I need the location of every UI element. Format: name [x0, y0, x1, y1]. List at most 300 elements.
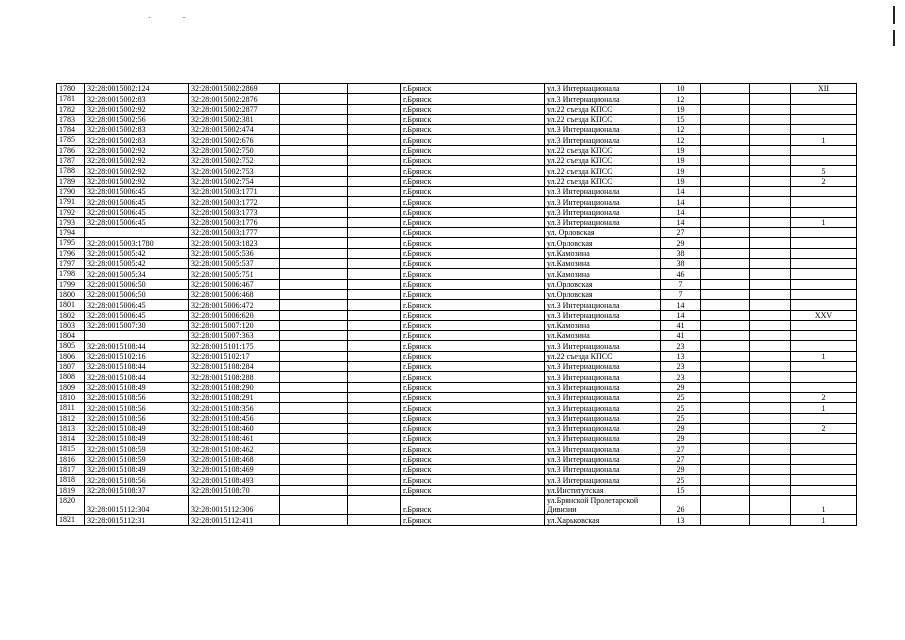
street-cell: ул.Брянской Пролетарской Дивизии: [545, 495, 661, 515]
house-number-cell: 29: [661, 238, 701, 248]
table-row: [57, 114, 857, 124]
table-row: [57, 362, 857, 372]
empty-cell: [280, 495, 348, 515]
house-number-cell: 27: [661, 228, 701, 238]
street-cell: ул.22 съезда КПСС: [545, 351, 661, 361]
house-number-cell: 27: [661, 454, 701, 464]
empty-cell: [701, 176, 750, 186]
city-cell: г.Брянск: [401, 156, 545, 166]
city-cell: г.Брянск: [401, 341, 545, 351]
table-row: [57, 125, 857, 135]
cadastral-block-cell: 32:28:0015006:50: [85, 279, 189, 289]
building-letter-cell: 1: [791, 495, 857, 515]
building-letter-cell: [791, 248, 857, 258]
empty-cell: [701, 454, 750, 464]
cadastral-number-cell: 32:28:0015108:460: [189, 423, 280, 433]
empty-cell: [348, 331, 401, 341]
cadastral-number-cell: 32:28:0015003:1771: [189, 186, 280, 196]
table-row: [57, 259, 857, 269]
table-row: [57, 186, 857, 196]
empty-cell: [750, 125, 791, 135]
cadastral-block-cell: 32:28:0015006:45: [85, 207, 189, 217]
house-number-cell: 41: [661, 331, 701, 341]
empty-cell: [701, 372, 750, 382]
cadastral-number-cell: 32:28:0015112:411: [189, 515, 280, 525]
house-number-cell: 14: [661, 217, 701, 227]
empty-cell: [701, 495, 750, 515]
empty-cell: [750, 454, 791, 464]
row-number-cell: 1783: [57, 114, 85, 124]
city-cell: г.Брянск: [401, 300, 545, 310]
empty-cell: [701, 84, 750, 94]
empty-cell: [701, 248, 750, 258]
table-row: [57, 207, 857, 217]
cadastral-block-cell: 32:28:0015112:304: [85, 495, 189, 515]
cadastral-block-cell: 32:28:0015005:42: [85, 248, 189, 258]
city-cell: г.Брянск: [401, 238, 545, 248]
row-number-cell: 1784: [57, 125, 85, 135]
table-row: [57, 310, 857, 320]
empty-cell: [750, 156, 791, 166]
street-cell: ул.22 съезда КПСС: [545, 176, 661, 186]
city-cell: г.Брянск: [401, 166, 545, 176]
cadastral-block-cell: 32:28:0015002:83: [85, 135, 189, 145]
row-number-cell: 1812: [57, 413, 85, 423]
empty-cell: [348, 186, 401, 196]
empty-cell: [701, 289, 750, 299]
row-number-cell: 1798: [57, 269, 85, 279]
city-cell: г.Брянск: [401, 413, 545, 423]
cadastral-number-cell: 32:28:0015112:306: [189, 495, 280, 515]
cadastral-number-cell: 32:28:0015002:2876: [189, 94, 280, 104]
street-cell: ул.3 Интернационала: [545, 94, 661, 104]
empty-cell: [750, 197, 791, 207]
street-cell: ул.Институтская: [545, 485, 661, 495]
table-row: [57, 372, 857, 382]
empty-cell: [701, 515, 750, 525]
row-number-cell: 1800: [57, 289, 85, 299]
empty-cell: [348, 475, 401, 485]
city-cell: г.Брянск: [401, 320, 545, 330]
empty-cell: [750, 310, 791, 320]
street-cell: ул.3 Интернационала: [545, 372, 661, 382]
empty-cell: [280, 228, 348, 238]
house-number-cell: 29: [661, 382, 701, 392]
table-row: [57, 331, 857, 341]
cadastral-block-cell: 32:28:0015108:56: [85, 475, 189, 485]
street-cell: ул.22 съезда КПСС: [545, 145, 661, 155]
building-letter-cell: [791, 320, 857, 330]
street-cell: ул.3 Интернационала: [545, 125, 661, 135]
city-cell: г.Брянск: [401, 228, 545, 238]
empty-cell: [280, 248, 348, 258]
cadastral-block-cell: 32:28:0015006:45: [85, 300, 189, 310]
house-number-cell: 26: [661, 495, 701, 515]
table-row: [57, 84, 857, 94]
row-number-cell: 1797: [57, 259, 85, 269]
empty-cell: [701, 423, 750, 433]
empty-cell: [750, 495, 791, 515]
table-row: [57, 228, 857, 238]
empty-cell: [750, 289, 791, 299]
building-letter-cell: 1: [791, 135, 857, 145]
table-row: [57, 382, 857, 392]
house-number-cell: 46: [661, 269, 701, 279]
empty-cell: [280, 217, 348, 227]
scan-dot: [182, 17, 186, 18]
empty-cell: [348, 228, 401, 238]
empty-cell: [750, 413, 791, 423]
row-number-cell: 1814: [57, 434, 85, 444]
empty-cell: [280, 94, 348, 104]
cadastral-number-cell: 32:28:0015102:17: [189, 351, 280, 361]
empty-cell: [348, 259, 401, 269]
empty-cell: [280, 197, 348, 207]
city-cell: г.Брянск: [401, 310, 545, 320]
table-row: [57, 475, 857, 485]
row-number-cell: 1815: [57, 444, 85, 454]
city-cell: г.Брянск: [401, 423, 545, 433]
row-number-cell: 1820: [57, 495, 85, 515]
cadastral-number-cell: 32:28:0015002:2877: [189, 104, 280, 114]
building-letter-cell: 2: [791, 423, 857, 433]
table-row: [57, 217, 857, 227]
empty-cell: [701, 279, 750, 289]
empty-cell: [280, 269, 348, 279]
empty-cell: [348, 485, 401, 495]
empty-cell: [348, 392, 401, 402]
empty-cell: [280, 434, 348, 444]
city-cell: г.Брянск: [401, 269, 545, 279]
row-number-cell: 1816: [57, 454, 85, 464]
cadastral-block-cell: 32:28:0015002:83: [85, 94, 189, 104]
empty-cell: [348, 372, 401, 382]
empty-cell: [750, 217, 791, 227]
city-cell: г.Брянск: [401, 279, 545, 289]
empty-cell: [348, 197, 401, 207]
house-number-cell: 13: [661, 515, 701, 525]
city-cell: г.Брянск: [401, 392, 545, 402]
table-row: [57, 300, 857, 310]
empty-cell: [280, 515, 348, 525]
row-number-cell: 1791: [57, 197, 85, 207]
cadastral-block-cell: 32:28:0015005:42: [85, 259, 189, 269]
cadastral-number-cell: 32:28:0015006:468: [189, 289, 280, 299]
cadastral-number-cell: 32:28:0015002:750: [189, 145, 280, 155]
row-number-cell: 1781: [57, 94, 85, 104]
empty-cell: [750, 166, 791, 176]
cadastral-number-cell: 32:28:0015002:2869: [189, 84, 280, 94]
cadastral-block-cell: 32:28:0015006:45: [85, 186, 189, 196]
empty-cell: [280, 372, 348, 382]
table-row: [57, 166, 857, 176]
table-row: [57, 515, 857, 525]
empty-cell: [348, 94, 401, 104]
building-letter-cell: 1: [791, 217, 857, 227]
street-cell: ул.3 Интернационала: [545, 382, 661, 392]
cadastral-number-cell: 32:28:0015005:536: [189, 248, 280, 258]
empty-cell: [348, 300, 401, 310]
building-letter-cell: [791, 434, 857, 444]
empty-cell: [348, 176, 401, 186]
empty-cell: [750, 434, 791, 444]
empty-cell: [701, 238, 750, 248]
building-letter-cell: [791, 125, 857, 135]
row-number-cell: 1790: [57, 186, 85, 196]
empty-cell: [348, 145, 401, 155]
row-number-cell: 1795: [57, 238, 85, 248]
empty-cell: [348, 289, 401, 299]
empty-cell: [348, 320, 401, 330]
table-row: [57, 403, 857, 413]
empty-cell: [348, 351, 401, 361]
building-letter-cell: [791, 289, 857, 299]
city-cell: г.Брянск: [401, 495, 545, 515]
row-number-cell: 1809: [57, 382, 85, 392]
cadastral-number-cell: 32:28:0015108:290: [189, 382, 280, 392]
row-number-cell: 1805: [57, 341, 85, 351]
empty-cell: [750, 186, 791, 196]
cadastral-number-cell: 32:28:0015002:754: [189, 176, 280, 186]
building-letter-cell: [791, 228, 857, 238]
cadastral-block-cell: 32:28:0015002:83: [85, 125, 189, 135]
city-cell: г.Брянск: [401, 125, 545, 135]
cadastral-number-cell: 32:28:0015108:456: [189, 413, 280, 423]
cadastral-number-cell: 32:28:0015108:461: [189, 434, 280, 444]
cadastral-block-cell: 32:28:0015108:44: [85, 362, 189, 372]
empty-cell: [750, 485, 791, 495]
house-number-cell: 19: [661, 104, 701, 114]
empty-cell: [280, 289, 348, 299]
row-number-cell: 1794: [57, 228, 85, 238]
city-cell: г.Брянск: [401, 403, 545, 413]
cadastral-block-cell: 32:28:0015003:1780: [85, 238, 189, 248]
empty-cell: [750, 475, 791, 485]
cadastral-number-cell: 32:28:0015108:284: [189, 362, 280, 372]
building-letter-cell: [791, 454, 857, 464]
cadastral-block-cell: 32:28:0015108:49: [85, 434, 189, 444]
empty-cell: [280, 104, 348, 114]
cadastral-number-cell: 32:28:0015007:363: [189, 331, 280, 341]
house-number-cell: 12: [661, 125, 701, 135]
cadastral-block-cell: 32:28:0015108:59: [85, 454, 189, 464]
cadastral-number-cell: 32:28:0015108:493: [189, 475, 280, 485]
street-cell: ул.Харьковская: [545, 515, 661, 525]
cadastral-block-cell: 32:28:0015006:45: [85, 197, 189, 207]
building-letter-cell: [791, 207, 857, 217]
house-number-cell: 14: [661, 186, 701, 196]
street-cell: ул.Камозина: [545, 331, 661, 341]
building-letter-cell: [791, 475, 857, 485]
house-number-cell: 14: [661, 310, 701, 320]
city-cell: г.Брянск: [401, 197, 545, 207]
cadastral-block-cell: 32:28:0015108:56: [85, 403, 189, 413]
empty-cell: [750, 248, 791, 258]
street-cell: ул.3 Интернационала: [545, 392, 661, 402]
building-letter-cell: [791, 259, 857, 269]
street-cell: ул.3 Интернационала: [545, 403, 661, 413]
building-letter-cell: [791, 341, 857, 351]
empty-cell: [750, 372, 791, 382]
empty-cell: [701, 186, 750, 196]
building-letter-cell: 1: [791, 351, 857, 361]
empty-cell: [701, 392, 750, 402]
house-number-cell: 10: [661, 84, 701, 94]
empty-cell: [701, 331, 750, 341]
empty-cell: [750, 300, 791, 310]
building-letter-cell: [791, 444, 857, 454]
empty-cell: [348, 217, 401, 227]
empty-cell: [701, 464, 750, 474]
empty-cell: [701, 114, 750, 124]
empty-cell: [280, 207, 348, 217]
street-cell: ул.3 Интернационала: [545, 341, 661, 351]
city-cell: г.Брянск: [401, 351, 545, 361]
empty-cell: [280, 145, 348, 155]
building-letter-cell: [791, 279, 857, 289]
house-number-cell: 29: [661, 423, 701, 433]
empty-cell: [701, 166, 750, 176]
row-number-cell: 1796: [57, 248, 85, 258]
scan-edge-mark: [893, 6, 895, 24]
table-row: [57, 94, 857, 104]
empty-cell: [701, 341, 750, 351]
empty-cell: [280, 279, 348, 289]
city-cell: г.Брянск: [401, 485, 545, 495]
building-letter-cell: [791, 300, 857, 310]
house-number-cell: 41: [661, 320, 701, 330]
cadastral-block-cell: 32:28:0015102:16: [85, 351, 189, 361]
empty-cell: [750, 135, 791, 145]
building-letter-cell: [791, 485, 857, 495]
empty-cell: [750, 444, 791, 454]
cadastral-block-cell: 32:28:0015002:56: [85, 114, 189, 124]
table-row: [57, 320, 857, 330]
empty-cell: [280, 362, 348, 372]
empty-cell: [701, 320, 750, 330]
cadastral-block-cell: [85, 228, 189, 238]
empty-cell: [280, 454, 348, 464]
empty-cell: [701, 104, 750, 114]
street-cell: ул.3 Интернационала: [545, 310, 661, 320]
street-cell: ул.3 Интернационала: [545, 454, 661, 464]
cadastral-block-cell: 32:28:0015108:56: [85, 392, 189, 402]
empty-cell: [701, 94, 750, 104]
street-cell: ул.Орловская: [545, 238, 661, 248]
building-letter-cell: [791, 94, 857, 104]
street-cell: ул.Камозина: [545, 320, 661, 330]
cadastral-block-cell: 32:28:0015002:124: [85, 84, 189, 94]
row-number-cell: 1786: [57, 145, 85, 155]
scan-edge-mark: [893, 30, 895, 46]
table-row: [57, 289, 857, 299]
cadastral-number-cell: 32:28:0015101:175: [189, 341, 280, 351]
house-number-cell: 23: [661, 362, 701, 372]
empty-cell: [701, 413, 750, 423]
empty-cell: [701, 125, 750, 135]
empty-cell: [348, 104, 401, 114]
empty-cell: [280, 156, 348, 166]
cadastral-number-cell: 32:28:0015003:1823: [189, 238, 280, 248]
empty-cell: [280, 331, 348, 341]
city-cell: г.Брянск: [401, 464, 545, 474]
row-number-cell: 1808: [57, 372, 85, 382]
street-cell: ул.Камозина: [545, 248, 661, 258]
building-letter-cell: 1: [791, 515, 857, 525]
table-row: [57, 485, 857, 495]
table-row: [57, 104, 857, 114]
empty-cell: [348, 434, 401, 444]
house-number-cell: 25: [661, 413, 701, 423]
street-cell: ул.3 Интернационала: [545, 423, 661, 433]
table-row: [57, 238, 857, 248]
city-cell: г.Брянск: [401, 248, 545, 258]
table-row: [57, 464, 857, 474]
cadastral-number-cell: 32:28:0015002:676: [189, 135, 280, 145]
house-number-cell: 7: [661, 279, 701, 289]
empty-cell: [750, 269, 791, 279]
city-cell: г.Брянск: [401, 372, 545, 382]
empty-cell: [280, 413, 348, 423]
empty-cell: [280, 166, 348, 176]
house-number-cell: 29: [661, 464, 701, 474]
house-number-cell: 25: [661, 392, 701, 402]
street-cell: ул.3 Интернационала: [545, 464, 661, 474]
cadastral-block-cell: 32:28:0015002:92: [85, 176, 189, 186]
cadastral-block-cell: 32:28:0015007:30: [85, 320, 189, 330]
street-cell: ул.3 Интернационала: [545, 434, 661, 444]
building-letter-cell: [791, 331, 857, 341]
building-letter-cell: [791, 269, 857, 279]
house-number-cell: 14: [661, 207, 701, 217]
city-cell: г.Брянск: [401, 289, 545, 299]
empty-cell: [280, 341, 348, 351]
empty-cell: [701, 403, 750, 413]
cadastral-number-cell: 32:28:0015002:381: [189, 114, 280, 124]
empty-cell: [750, 341, 791, 351]
house-number-cell: 14: [661, 300, 701, 310]
empty-cell: [701, 145, 750, 155]
empty-cell: [280, 475, 348, 485]
empty-cell: [348, 454, 401, 464]
empty-cell: [348, 156, 401, 166]
cadastral-number-cell: 32:28:0015006:620: [189, 310, 280, 320]
empty-cell: [701, 382, 750, 392]
table-row: [57, 135, 857, 145]
empty-cell: [280, 300, 348, 310]
empty-cell: [348, 341, 401, 351]
street-cell: ул.3 Интернационала: [545, 444, 661, 454]
empty-cell: [348, 362, 401, 372]
row-number-cell: 1817: [57, 464, 85, 474]
empty-cell: [348, 207, 401, 217]
building-letter-cell: 5: [791, 166, 857, 176]
city-cell: г.Брянск: [401, 186, 545, 196]
building-letter-cell: [791, 372, 857, 382]
building-letter-cell: 2: [791, 392, 857, 402]
empty-cell: [750, 207, 791, 217]
table-row: [57, 176, 857, 186]
cadastral-number-cell: 32:28:0015002:752: [189, 156, 280, 166]
empty-cell: [348, 248, 401, 258]
empty-cell: [750, 515, 791, 525]
empty-cell: [750, 362, 791, 372]
empty-cell: [701, 197, 750, 207]
cadastral-number-cell: 32:28:0015003:1772: [189, 197, 280, 207]
empty-cell: [348, 279, 401, 289]
empty-cell: [280, 382, 348, 392]
empty-cell: [348, 495, 401, 515]
